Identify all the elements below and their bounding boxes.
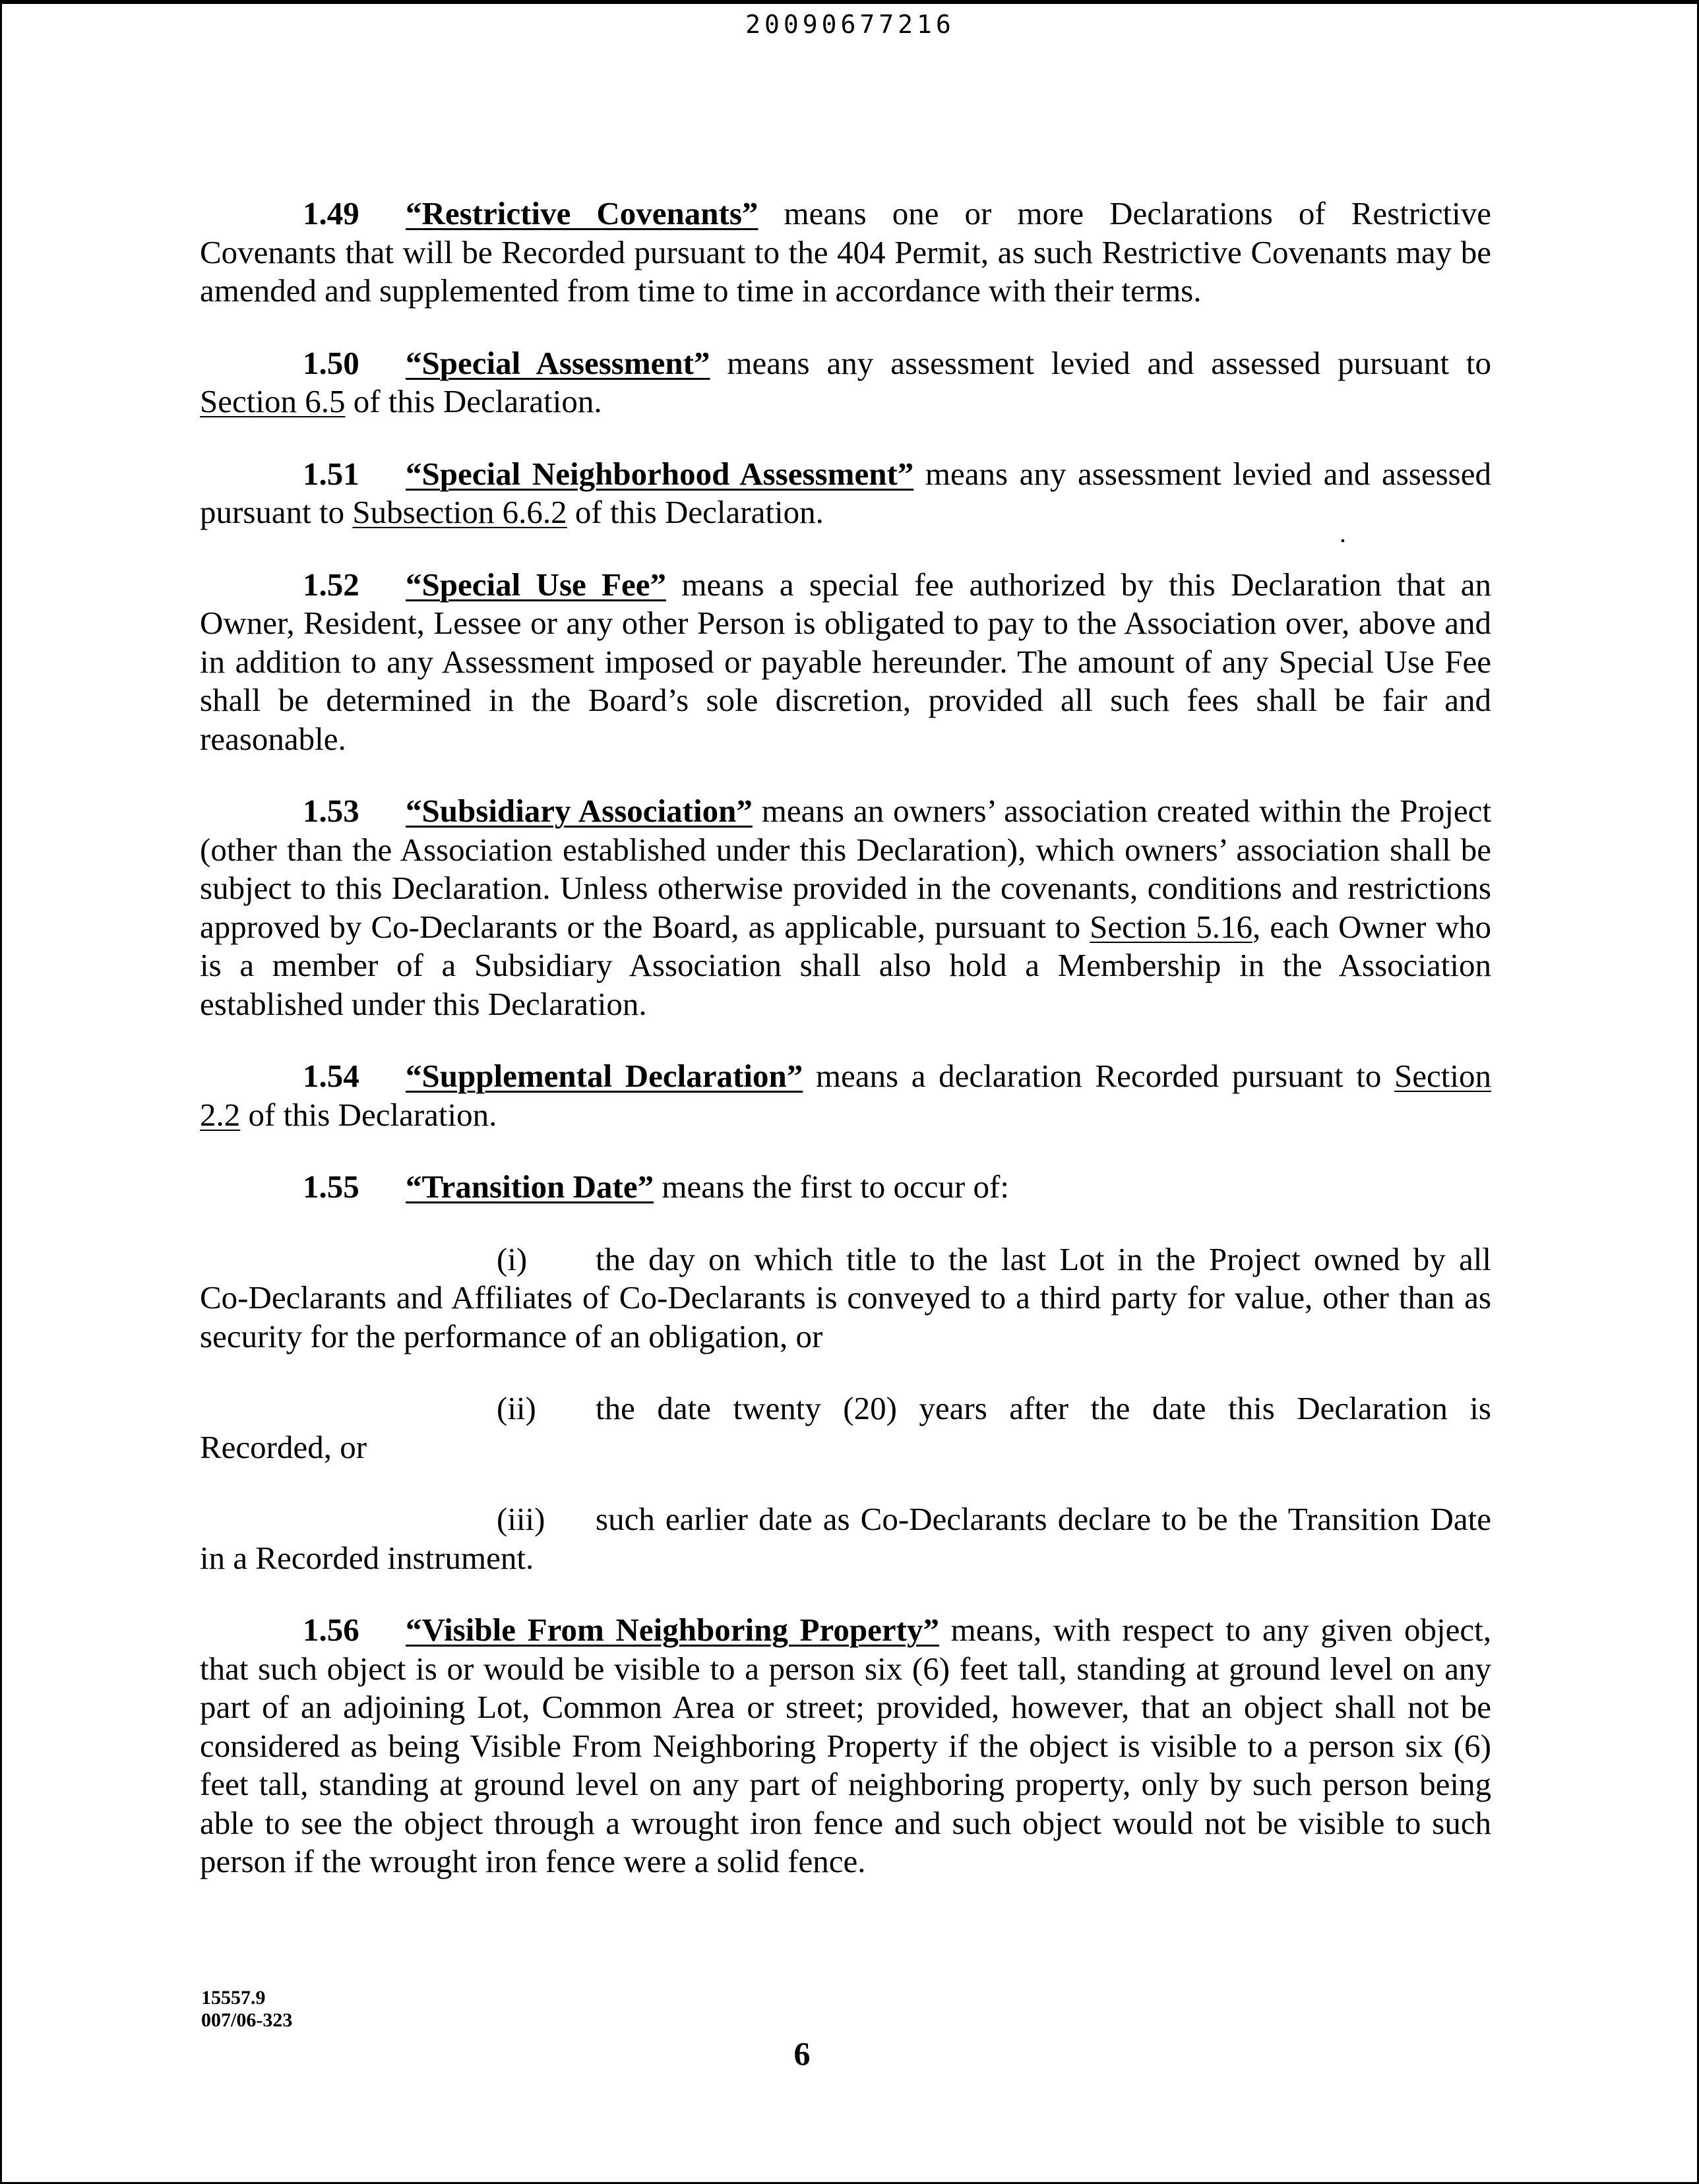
defined-term: “Subsidiary Association”: [406, 793, 753, 829]
definition-text-end: of this Declaration.: [240, 1096, 497, 1133]
footer-code-line-2: 007/06-323: [201, 2009, 293, 2031]
section-number: 1.56: [303, 1612, 359, 1648]
defined-term: “Visible From Neighboring Property”: [406, 1612, 939, 1648]
document-body: [200, 195, 1491, 1915]
item-first-line: the day on which title to the last Lot in the Project owned by all: [596, 1240, 1491, 1277]
definition-text: means the first to occur of:: [654, 1168, 1009, 1205]
section-number: 1.49: [303, 195, 359, 231]
top-border-line: [2, 2, 1699, 4]
transition-item-i: [200, 1240, 1491, 1356]
footer-document-code: [201, 1987, 292, 2032]
section-reference: Section 5.16: [1090, 908, 1252, 945]
definition-text-end: of this Declaration.: [345, 383, 602, 419]
definition-1-54: [200, 1057, 1491, 1134]
defined-term: “Special Use Fee”: [406, 566, 667, 603]
defined-term: “Special Neighborhood Assessment”: [406, 455, 914, 492]
section-number: 1.52: [303, 566, 359, 603]
definition-1-50: [200, 344, 1491, 421]
section-reference: Section 2.2: [200, 1058, 1491, 1133]
item-first-line: such earlier date as Co-Declarants declare to be the Transition Date: [596, 1501, 1491, 1537]
item-label: (iii): [497, 1501, 545, 1537]
item-continuation: in a Recorded instrument.: [200, 1539, 534, 1576]
document-number: 20090677216: [648, 6, 1052, 48]
definition-1-49: [200, 195, 1491, 311]
item-continuation: Co-Declarants and Affiliates of Co-Declarants is conveyed to a third party for value, other than as security for the performance of an obligation, or: [200, 1279, 1491, 1354]
section-number: 1.55: [303, 1168, 359, 1205]
definition-1-56: [200, 1611, 1491, 1881]
section-number: 1.54: [303, 1058, 359, 1094]
section-reference: Section 6.5: [200, 383, 346, 419]
defined-term: “Transition Date”: [406, 1168, 654, 1205]
definition-text: means a declaration Recorded pursuant to: [803, 1058, 1394, 1094]
section-reference: Subsection 6.6.2: [352, 494, 567, 530]
definition-text: means, with respect to any given object, that such object is or would be visible to a person six (6) feet tall, standing at ground level on any part of an adjoining Lot, Common Area or street; provided, however, that an object shall not be considered as being Visible From Neighboring Property if the object is visible to a person six (6) feet tall, standing at ground level on any part of neighboring property, only by such person being able to see the object through a wrought iron fence and such object would not be visible to such person if the wrought iron fence were a solid fence.: [200, 1612, 1491, 1879]
definition-text-end: of this Declaration.: [567, 494, 824, 530]
definition-text-end: , each Owner who is a member of a Subsidiary Association shall also hold a Membership in the Association established under this Declaration.: [200, 908, 1491, 1022]
item-label: (i): [497, 1240, 528, 1277]
section-number: 1.53: [303, 793, 359, 829]
definition-text: means an owners’ association created within the Project (other than the Association established under this Declaration), which owners’ association shall be subject to this Declaration. Unless otherwise provided in the covenants, conditions and restrictions approved by Co-Declarants or the Board, as applicable, pursuant to: [200, 793, 1491, 945]
definition-1-55: [200, 1168, 1491, 1207]
definition-text: means any assessment levied and assessed pursuant to: [200, 455, 1491, 530]
defined-term: “Special Assessment”: [406, 344, 710, 381]
item-label: (ii): [497, 1390, 536, 1426]
definition-1-52: [200, 566, 1491, 759]
definition-text: means a special fee authorized by this Declaration that an Owner, Resident, Lessee or any other Person is obligated to pay to the Association over, above and in addition to any Assessment imposed or payable hereunder. The amount of any Special Use Fee shall be determined in the Board’s sole discretion, provided all such fees shall be fair and reasonable.: [200, 566, 1491, 757]
definition-text: means one or more Declarations of Restrictive Covenants that will be Recorded pursuant to the 404 Permit, as such Restrictive Covenants may be amended and supplemented from time to time in accordance with their terms.: [200, 195, 1491, 309]
section-number: 1.51: [303, 455, 359, 492]
transition-item-ii: [200, 1389, 1491, 1467]
defined-term: “Supplemental Declaration”: [406, 1058, 803, 1094]
item-continuation: Recorded, or: [200, 1428, 367, 1465]
definition-text: means any assessment levied and assessed pursuant to: [710, 344, 1491, 381]
definition-1-53: [200, 792, 1491, 1023]
footer-code-line-1: 15557.9: [201, 1987, 266, 2009]
section-number: 1.50: [303, 344, 359, 381]
transition-item-iii: [200, 1500, 1491, 1577]
item-first-line: the date twenty (20) years after the date this Declaration is: [596, 1390, 1491, 1426]
page-number: 6: [793, 2035, 811, 2072]
definition-1-51: [200, 455, 1491, 532]
defined-term: “Restrictive Covenants”: [406, 195, 758, 231]
